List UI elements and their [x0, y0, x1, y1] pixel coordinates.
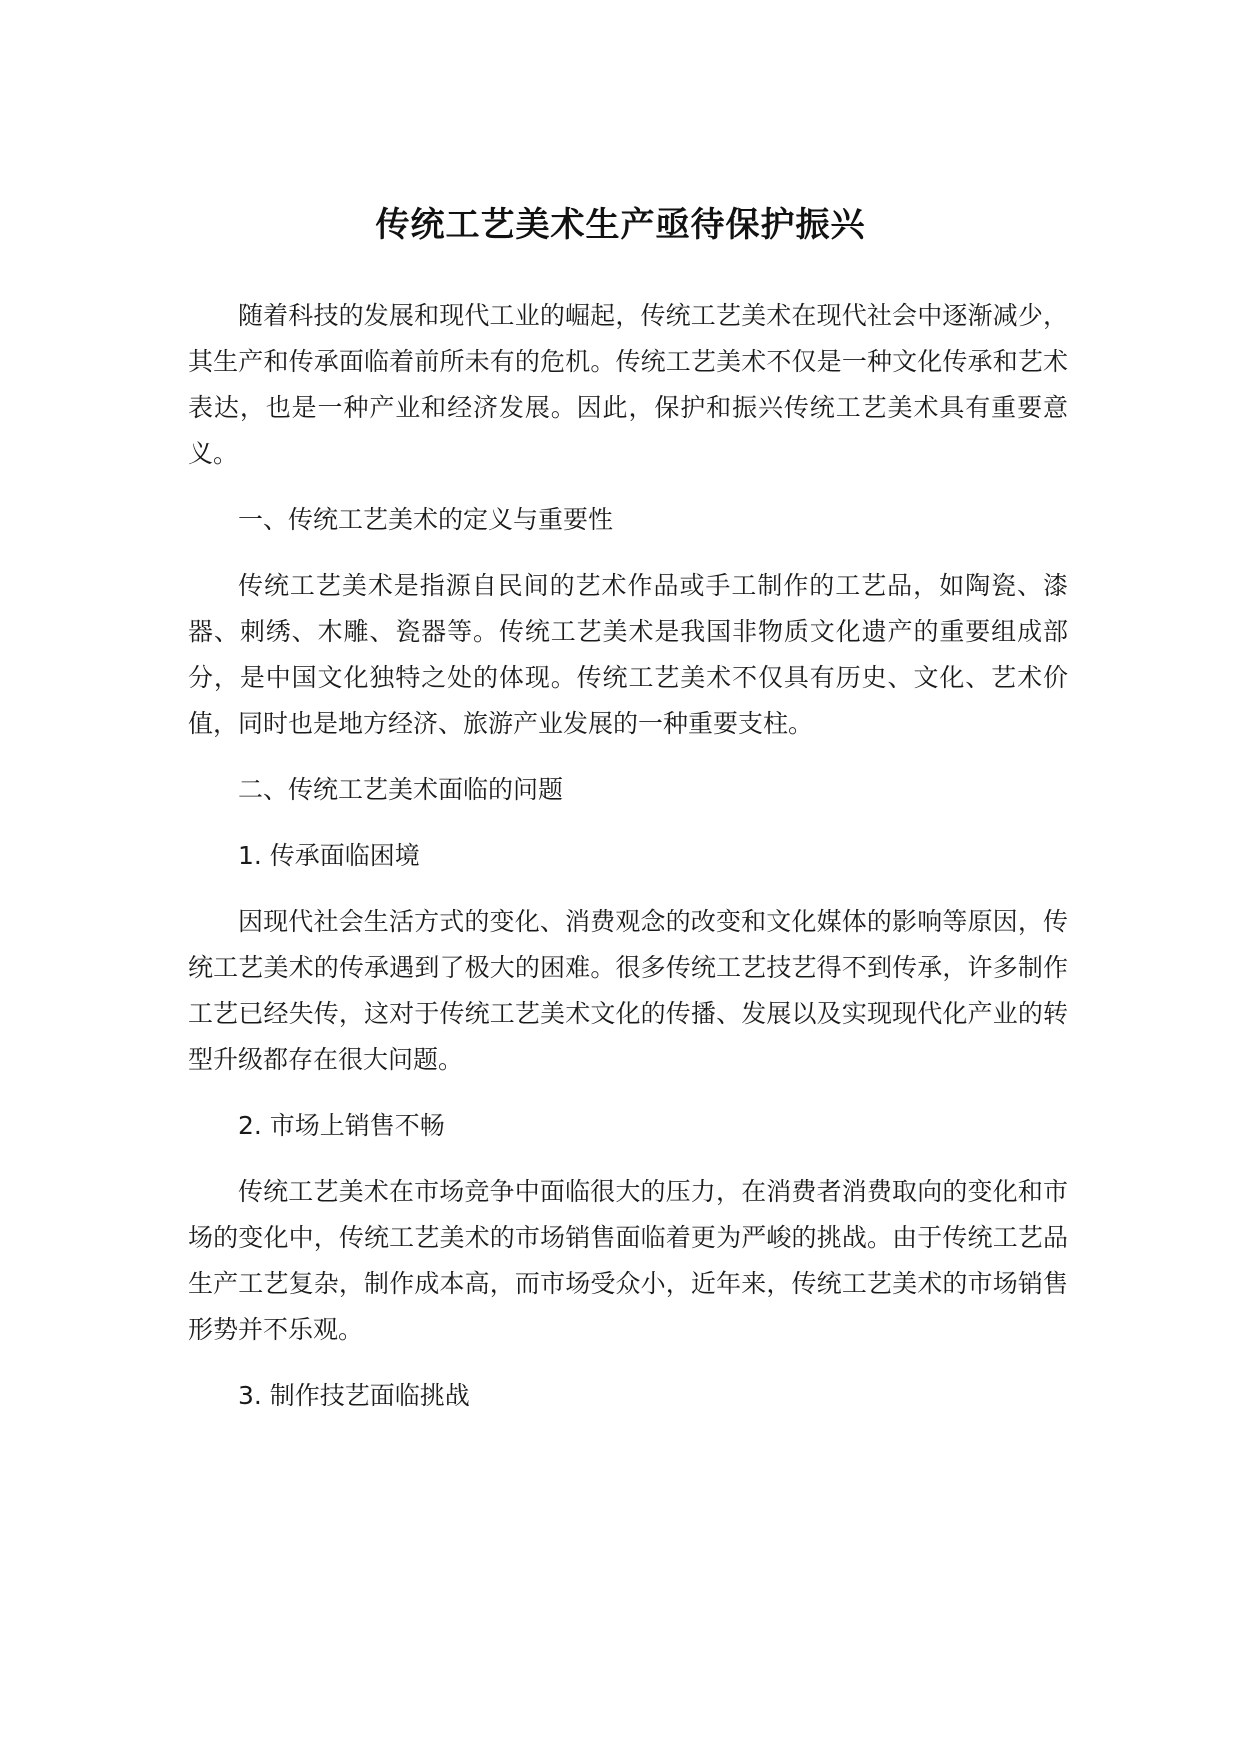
- subheading-3: 3. 制作技艺面临挑战: [238, 1381, 470, 1410]
- paragraph-inheritance: 因现代社会生活方式的变化、消费观念的改变和文化媒体的影响等原因，传统工艺美术的传承遇到了极大的困难。很多传统工艺技艺得不到传承，许多制作工艺已经失传，这对于传统工艺美术文化的传播、发展以及实现现代化产业的转型升级都存在很大问题。: [188, 907, 1068, 1074]
- section-heading-1: 一、传统工艺美术的定义与重要性: [238, 505, 614, 534]
- paragraph-market: 传统工艺美术在市场竞争中面临很大的压力，在消费者消费取向的变化和市场的变化中，传统工艺美术的市场销售面临着更为严峻的挑战。由于传统工艺品生产工艺复杂，制作成本高，而市场受众小，近年来，传统工艺美术的市场销售形势并不乐观。: [188, 1177, 1068, 1344]
- subheading-1: 1. 传承面临困境: [238, 841, 420, 870]
- section-heading-2: 二、传统工艺美术面临的问题: [238, 775, 564, 804]
- document-title: 传统工艺美术生产亟待保护振兴: [375, 204, 866, 245]
- paragraph-intro: 随着科技的发展和现代工业的崛起，传统工艺美术在现代社会中逐渐减少，其生产和传承面临着前所未有的危机。传统工艺美术不仅是一种文化传承和艺术表达，也是一种产业和经济发展。因此，保护和振兴传统工艺美术具有重要意义。: [188, 301, 1068, 468]
- subheading-2: 2. 市场上销售不畅: [238, 1111, 445, 1140]
- paragraph-definition: 传统工艺美术是指源自民间的艺术作品或手工制作的工艺品，如陶瓷、漆器、刺绣、木雕、瓷器等。传统工艺美术是我国非物质文化遗产的重要组成部分，是中国文化独特之处的体现。传统工艺美术不仅具有历史、文化、艺术价值，同时也是地方经济、旅游产业发展的一种重要支柱。: [188, 571, 1068, 738]
- document-body: [188, 293, 1068, 1419]
